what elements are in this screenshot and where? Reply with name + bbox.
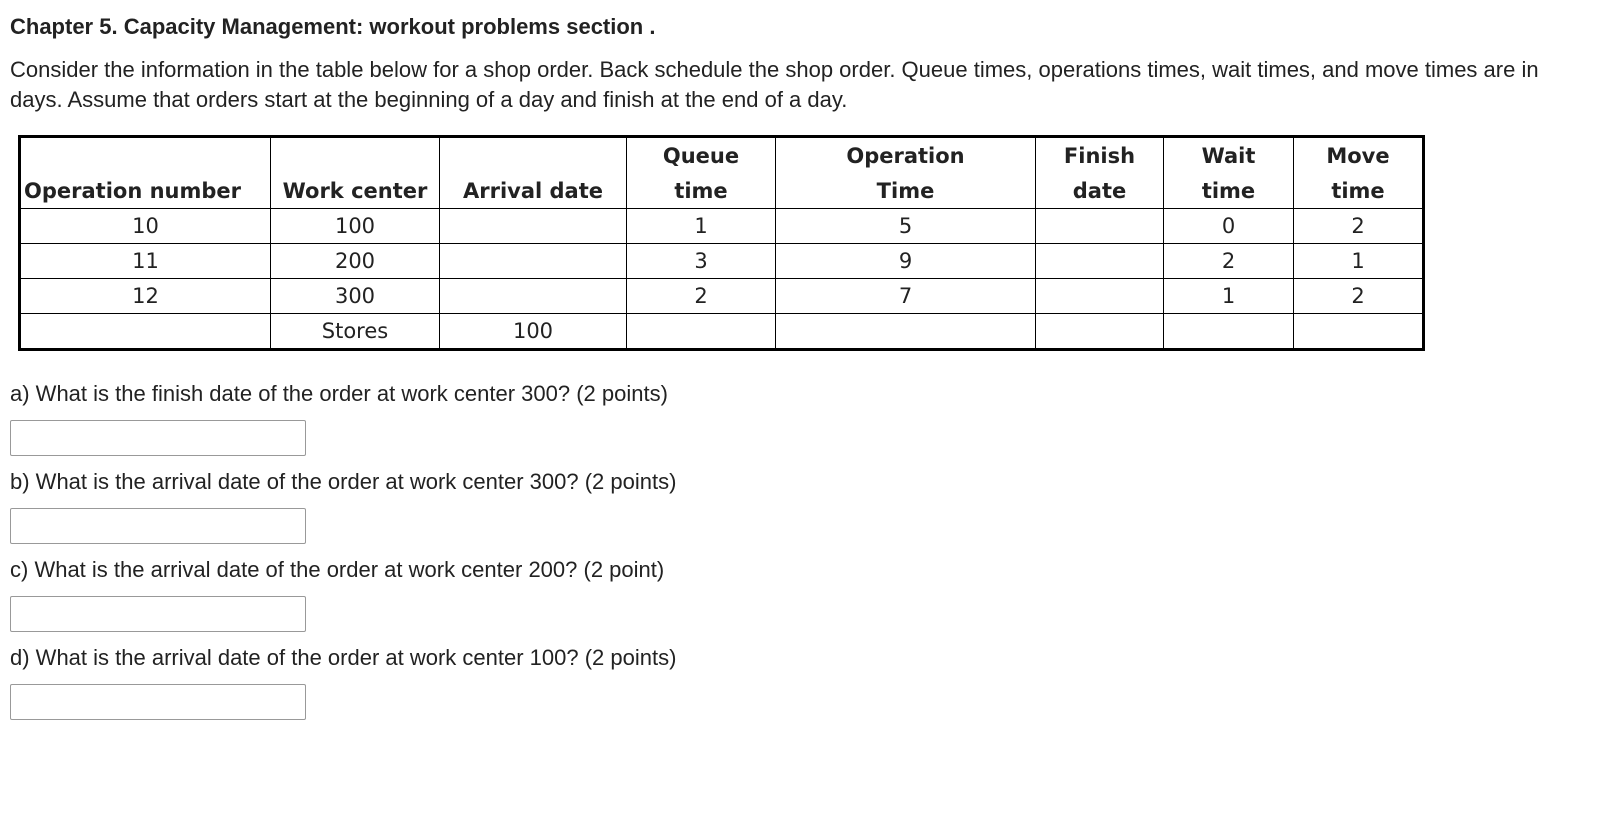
table-cell: 3	[627, 244, 776, 279]
question-c-label: c) What is the arrival date of the order at work center 200? (2 point)	[10, 557, 665, 582]
header-cell: Arrival date	[440, 173, 627, 209]
table-cell: 2	[1294, 279, 1424, 314]
table-cell: 1	[1164, 279, 1294, 314]
table-cell	[440, 244, 627, 279]
table-cell	[440, 279, 627, 314]
problem-description: Consider the information in the table below for a shop order. Back schedule the shop order. Queue times, operations times, wait times, and move times are in days. Assume that orders start at the beginning of a day and finish at the end of a day.	[10, 57, 1539, 112]
table-cell: 100	[271, 209, 440, 244]
table-cell: 10	[20, 209, 271, 244]
page-title: Chapter 5. Capacity Management: workout problems section .	[10, 14, 656, 39]
answer-a-input[interactable]	[10, 420, 306, 456]
table-row	[20, 279, 1424, 314]
table-cell: 0	[1164, 209, 1294, 244]
header-cell: Operation number	[20, 173, 271, 209]
table-cell	[1294, 314, 1424, 350]
table-cell	[1036, 314, 1164, 350]
table-cell: 7	[776, 279, 1036, 314]
table-cell: 300	[271, 279, 440, 314]
table-cell: 200	[271, 244, 440, 279]
table-cell	[1036, 209, 1164, 244]
table-cell: 1	[1294, 244, 1424, 279]
table-row	[20, 209, 1424, 244]
header-cell	[271, 137, 440, 174]
table-cell	[20, 314, 271, 350]
table-row	[20, 314, 1424, 350]
table-cell: 2	[1294, 209, 1424, 244]
table-cell: 9	[776, 244, 1036, 279]
header-cell: Move	[1294, 137, 1424, 174]
answer-c-input[interactable]	[10, 596, 306, 632]
table-cell: 2	[627, 279, 776, 314]
table-cell	[1036, 244, 1164, 279]
table-header-row-top	[20, 137, 1424, 174]
table-cell	[1036, 279, 1164, 314]
header-cell	[440, 137, 627, 174]
table-cell: 5	[776, 209, 1036, 244]
question-d-label: d) What is the arrival date of the order at work center 100? (2 points)	[10, 645, 677, 670]
table-cell: Stores	[271, 314, 440, 350]
header-cell: Queue	[627, 137, 776, 174]
table-header-row-bottom	[20, 173, 1424, 209]
header-cell: time	[1294, 173, 1424, 209]
header-cell: Work center	[271, 173, 440, 209]
schedule-table	[18, 135, 1425, 351]
table-row	[20, 244, 1424, 279]
header-cell	[20, 137, 271, 174]
table-cell: 100	[440, 314, 627, 350]
header-cell: time	[1164, 173, 1294, 209]
header-cell: time	[627, 173, 776, 209]
answer-d-input[interactable]	[10, 684, 306, 720]
table-cell: 12	[20, 279, 271, 314]
header-cell: date	[1036, 173, 1164, 209]
header-cell: Wait	[1164, 137, 1294, 174]
question-a-label: a) What is the finish date of the order at work center 300? (2 points)	[10, 381, 668, 406]
header-cell: Operation	[776, 137, 1036, 174]
table-cell	[627, 314, 776, 350]
answer-b-input[interactable]	[10, 508, 306, 544]
table-cell: 1	[627, 209, 776, 244]
table-cell: 11	[20, 244, 271, 279]
table-cell	[440, 209, 627, 244]
table-cell: 2	[1164, 244, 1294, 279]
header-cell: Finish	[1036, 137, 1164, 174]
question-b-label: b) What is the arrival date of the order at work center 300? (2 points)	[10, 469, 677, 494]
table-cell	[1164, 314, 1294, 350]
header-cell: Time	[776, 173, 1036, 209]
table-cell	[776, 314, 1036, 350]
